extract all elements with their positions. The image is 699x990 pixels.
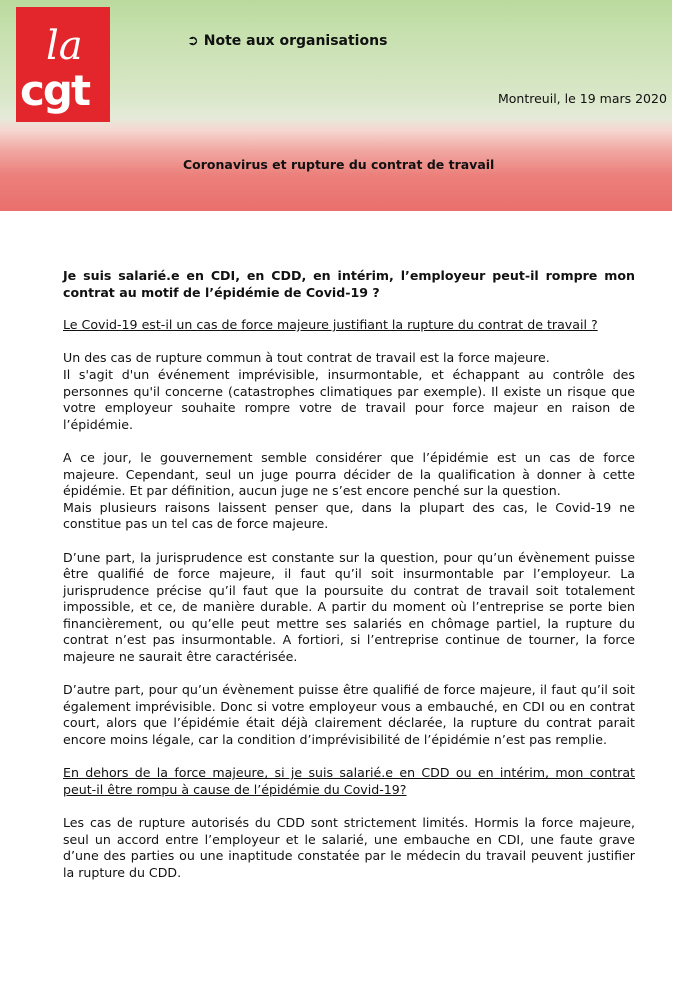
note-title xyxy=(187,33,387,49)
paragraph-2-part-2: Mais plusieurs raisons laissent penser que, dans la plupart des cas, le Covid-19 ne constitue pas un tel cas de force majeure. xyxy=(63,499,635,532)
paragraph-1: Il s'agit d'un événement imprévisible, insurmontable, et échappant au contrôle des personnes qu'il concerne (catastrophes climatiques par exemple). Il existe un risque que votre employeur souhaite rompre votre de travail pour force majeur en raison de l’épidémie. xyxy=(63,366,635,432)
section-heading-cdd-interim: En dehors de la force majeure, si je suis salarié.e en CDD ou en intérim, mon contrat peut-il être rompu à cause de l’épidémie du Covid-19? xyxy=(63,765,635,797)
subject-title: Coronavirus et rupture du contrat de travail xyxy=(183,157,495,172)
cgt-logo-graphic xyxy=(16,7,110,122)
logo-text-cgt: cgt xyxy=(20,66,90,115)
date-line: Montreuil, le 19 mars 2020 xyxy=(498,91,667,106)
section-heading-force-majeure: Le Covid-19 est-il un cas de force majeure justifiant la rupture du contrat de travail ? xyxy=(63,317,598,333)
logo-text-la: la xyxy=(46,23,83,69)
paragraph-1-line-1: Un des cas de rupture commun à tout contrat de travail est la force majeure. xyxy=(63,350,550,366)
paragraph-2-part-1: A ce jour, le gouvernement semble considérer que l’épidémie est un cas de force majeure. Cependant, seul un juge pourra décider de la qualification à donner à cette épidémie. Et par définition, aucun juge ne s’est encore penché sur la question. xyxy=(63,449,635,499)
main-question: Je suis salarié.e en CDI, en CDD, en intérim, l’employeur peut-il rompre mon contrat au motif de l’épidémie de Covid-19 ? xyxy=(63,268,635,300)
document-body xyxy=(63,268,635,898)
cgt-logo xyxy=(16,7,110,122)
paragraph-4: D’autre part, pour qu’un évènement puisse être qualifié de force majeure, il faut qu’il soit également imprévisible. Donc si votre employeur vous a embauché, en CDI ou en contrat court, alors que l’épidémie était déjà clairement déclarée, la rupture du contrat parait encore moins légale, car la condition d’imprévisibilité de l’épidémie n’est pas remplie. xyxy=(63,682,635,748)
paragraph-3: D’une part, la jurisprudence est constante sur la question, pour qu’un évènement puisse être qualifié de force majeure, il faut qu’il soit insurmontable par l’employeur. La jurisprudence précise qu’il faut que la poursuite du contrat de travail soit totalement impossible, et ce, de manière durable. A partir du moment où l’entreprise se porte bien financièrement, ou qu’elle peut mettre ses salariés en chômage partiel, la rupture du contrat n’est pas insurmontable. A fortiori, si l’entreprise continue de tourner, la force majeure ne saurait être caractérisée. xyxy=(63,549,635,665)
paragraph-5: Les cas de rupture autorisés du CDD sont strictement limités. Hormis la force majeure, seul un accord entre l’employeur et le salarié, une embauche en CDI, une faute grave d’une des parties ou une inaptitude constatée par le médecin du travail peuvent justifier la rupture du CDD. xyxy=(63,815,635,880)
arrow-icon: ➲ xyxy=(187,33,199,49)
note-title-text: Note aux organisations xyxy=(203,33,388,49)
